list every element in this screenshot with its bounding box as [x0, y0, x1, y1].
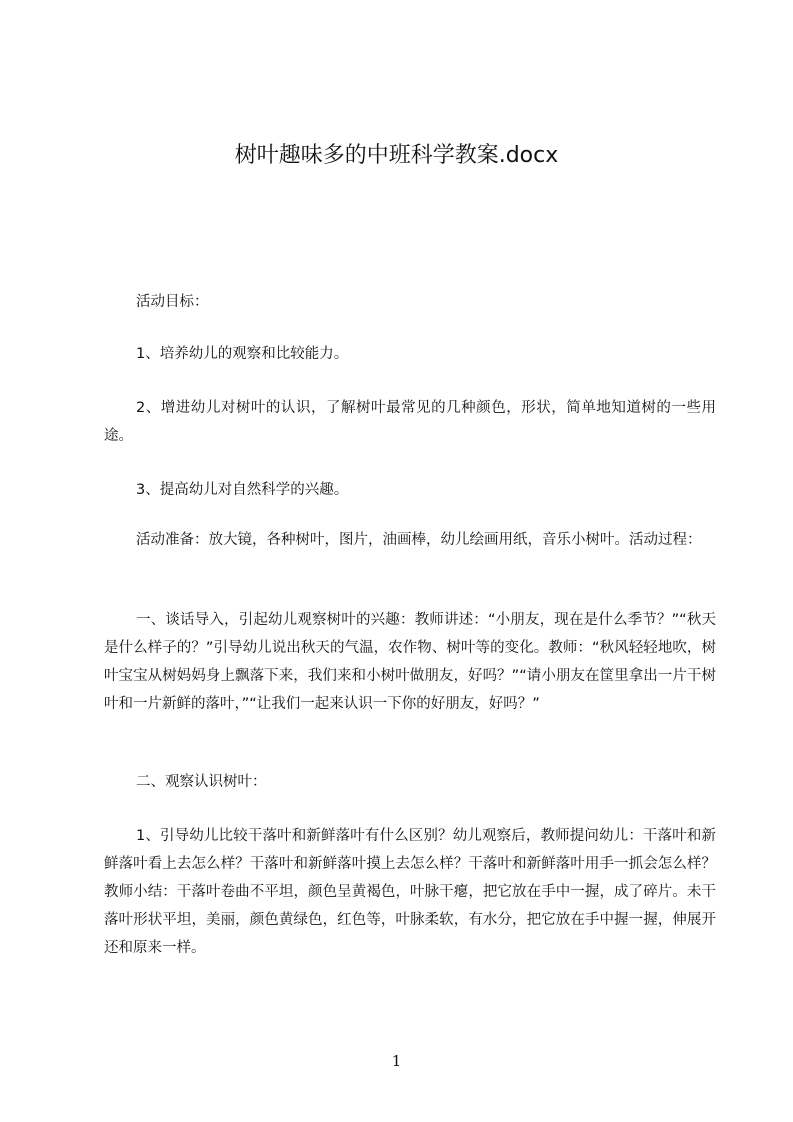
paragraph-section-1: 一、谈话导入，引起幼儿观察树叶的兴趣：教师讲述：“小朋友，现在是什么季节？”“秋天是什么样子的？”引导幼儿说出秋天的气温，农作物、树叶等的变化。教师：“秋风轻轻地吹，树叶宝宝从树妈妈身上飘落下来，我们来和小树叶做朋友，好吗？”“请小朋友在筐里拿出一片干树叶和一片新鲜的落叶，”“让我们一起来认识一下你的好朋友，好吗？”: [104, 612, 716, 712]
paragraph-objective-3: 3、提高幼儿对自然科学的兴趣。: [136, 482, 349, 498]
document-title: 树叶趣味多的中班科学教案.docx: [234, 143, 559, 168]
paragraph-section-2-heading: 二、观察认识树叶：: [136, 774, 267, 790]
paragraph-objectives-heading: 活动目标：: [136, 294, 209, 310]
paragraph-section-2-item-1: 1、引导幼儿比较干落叶和新鲜落叶有什么区别？幼儿观察后，教师提问幼儿：干落叶和新鲜落叶看上去怎么样？干落叶和新鲜落叶摸上去怎么样？干落叶和新鲜落叶用手一抓会怎么样？教师小结：干落叶卷曲不平坦，颜色呈黄褐色，叶脉干瘪，把它放在手中一握，成了碎片。未干落叶形状平坦，美丽，颜色黄绿色，红色等，叶脉柔软，有水分，把它放在手中握一握，伸展开还和原来一样。: [104, 828, 716, 956]
paragraph-preparation: 活动准备：放大镜，各种树叶，图片，油画棒，幼儿绘画用纸，音乐小树叶。活动过程：: [136, 532, 702, 548]
paragraph-objective-1: 1、培养幼儿的观察和比较能力。: [136, 346, 349, 362]
page-number: 1: [391, 1052, 402, 1070]
paragraph-objective-2: 2、增进幼儿对树叶的认识，了解树叶最常见的几种颜色，形状，简单地知道树的一些用途。: [104, 400, 716, 444]
